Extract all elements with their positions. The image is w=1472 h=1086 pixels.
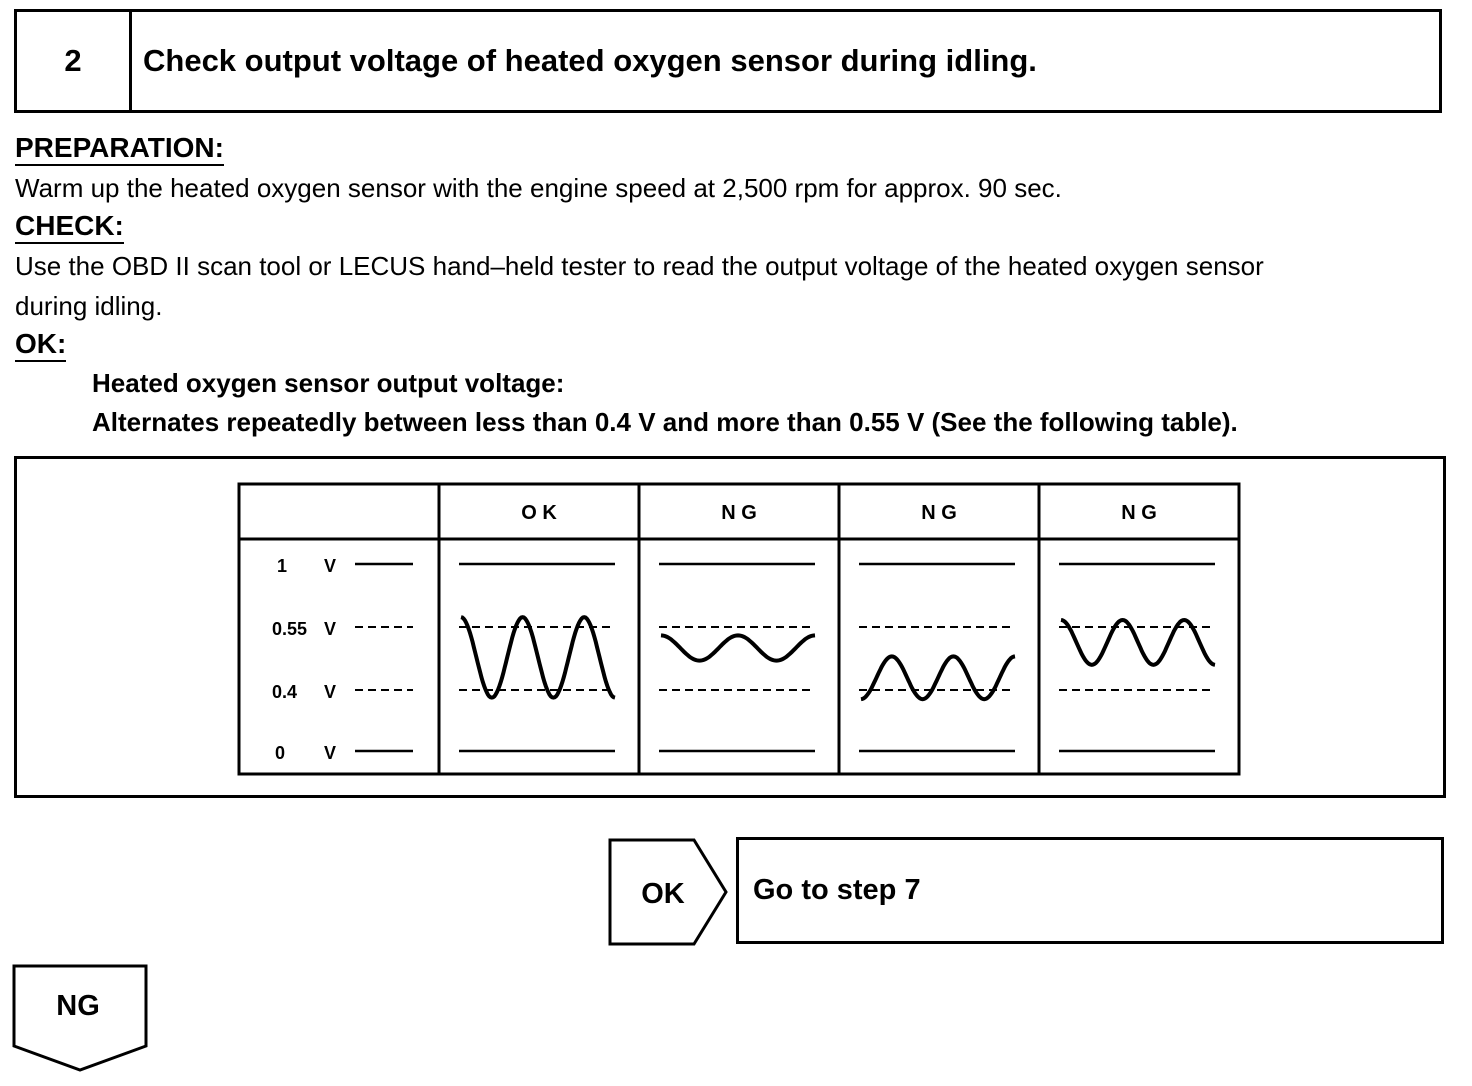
check-text-line-1: Use the OBD II scan tool or LECUS hand–held tester to read the output voltage of the heated oxygen sensor [15, 251, 1264, 281]
column-header-ng-3: N G [1121, 502, 1157, 524]
goto-step-box [736, 837, 1444, 944]
ng-result-arrow [12, 964, 152, 1074]
level-label-1v: 1 [277, 556, 288, 576]
ok-spec-text: Alternates repeatedly between less than 0.4 V and more than 0.55 V (See the following table). [92, 407, 1238, 437]
level-label-0v: 0 [275, 743, 286, 763]
waveform-figure [14, 456, 1446, 798]
ng-arrow-label: NG [56, 990, 100, 1022]
ok-spec-title: Heated oxygen sensor output voltage: [92, 368, 565, 398]
step-title: Check output voltage of heated oxygen sensor during idling. [143, 43, 1037, 78]
ok-result-arrow [608, 837, 732, 947]
preparation-text: Warm up the heated oxygen sensor with the engine speed at 2,500 rpm for approx. 90 sec. [15, 173, 1062, 203]
level-label-04v: 0.4 [272, 682, 298, 702]
level-unit-1v: V [324, 556, 337, 576]
level-marks [355, 564, 413, 751]
step-number: 2 [17, 12, 132, 110]
ok-label: OK: [15, 328, 66, 362]
column-header-ng-2: N G [921, 502, 957, 524]
level-unit-055v: V [324, 619, 337, 639]
waveform-ng-1 [661, 635, 815, 660]
waveform-table [17, 459, 1443, 795]
table-frame [239, 484, 1239, 774]
ok-arrow-label: OK [641, 878, 685, 910]
check-text-line-2: during idling. [15, 291, 163, 321]
level-unit-0v: V [324, 743, 337, 763]
column-header-ng-1: N G [721, 502, 757, 524]
goto-step-text: Go to step 7 [753, 874, 921, 906]
check-label: CHECK: [15, 210, 124, 244]
level-label-055v: 0.55 [272, 619, 308, 639]
waveform-ng-2 [861, 656, 1015, 699]
step-header [14, 9, 1442, 113]
level-unit-04v: V [324, 682, 337, 702]
preparation-label: PREPARATION: [15, 132, 224, 166]
column-header-ok: O K [521, 502, 557, 524]
waveform-ok-0 [461, 617, 615, 697]
